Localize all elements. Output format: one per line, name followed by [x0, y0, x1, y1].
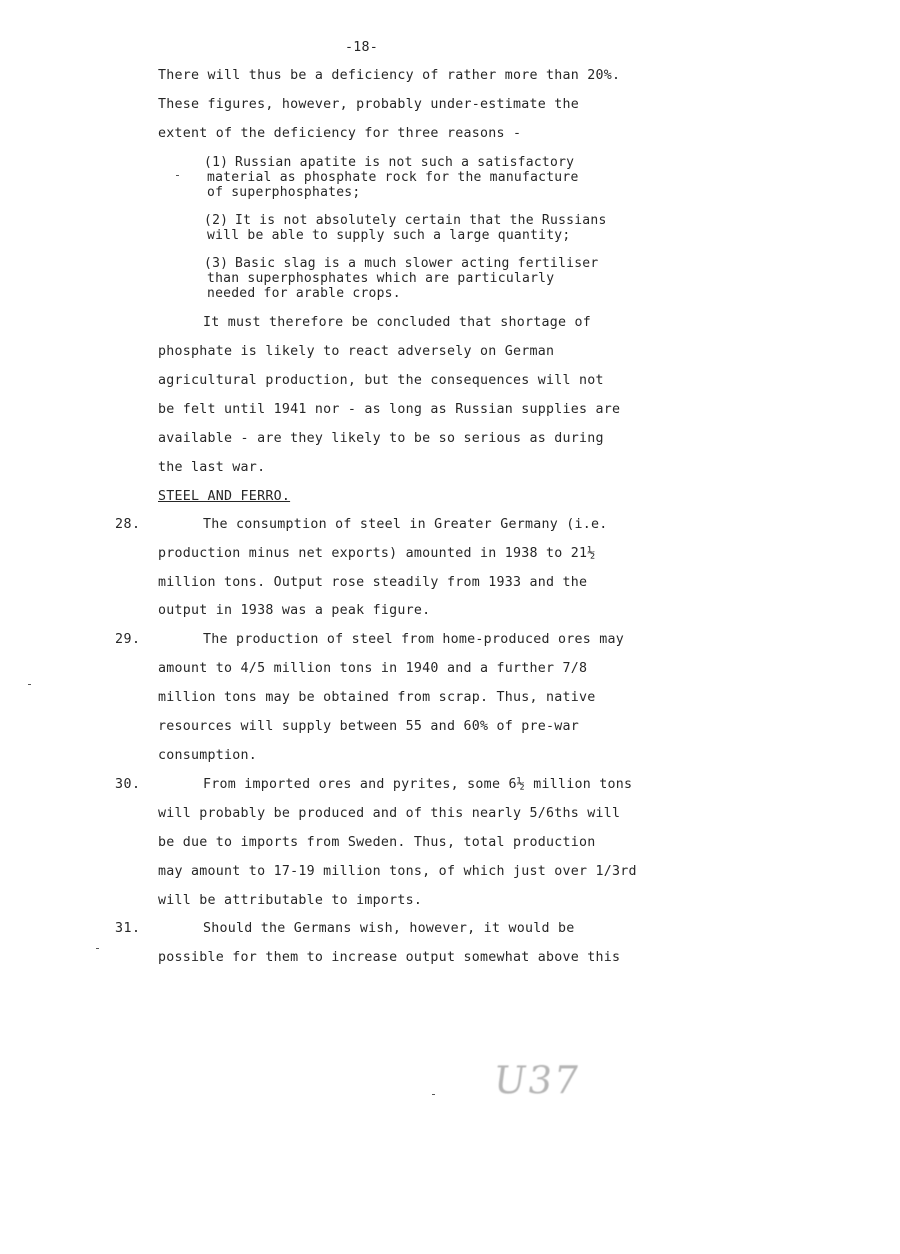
opening-line-1: There will thus be a deficiency of rather more than 20%. [158, 68, 621, 83]
reason-3-number: (3) [204, 256, 229, 271]
reason-2-number: (2) [204, 213, 229, 228]
paragraph-29-line-4: resources will supply between 55 and 60% of pre-war [158, 719, 580, 734]
paragraph-29-line-5: consumption. [158, 748, 258, 763]
reason-2-line-2: will be able to supply such a large quantity; [207, 228, 571, 243]
paragraph-29-line-2: amount to 4/5 million tons in 1940 and a further 7/8 [158, 661, 588, 676]
paragraph-31-line-1: Should the Germans wish, however, it would be [203, 921, 575, 936]
conclusion-line-6: the last war. [158, 460, 266, 475]
archive-stamp: U37 [490, 1058, 584, 1102]
reason-2-line-1: It is not absolutely certain that the Russians [235, 213, 607, 228]
opening-line-3: extent of the deficiency for three reasons - [158, 126, 522, 141]
paragraph-29-line-3: million tons may be obtained from scrap. Thus, native [158, 690, 596, 705]
scan-speck [176, 175, 179, 176]
paragraph-29-number: 29. [115, 632, 141, 647]
paragraph-31-line-2: possible for them to increase output somewhat above this [158, 950, 621, 965]
paragraph-31-number: 31. [115, 921, 141, 936]
paragraph-30-line-1: From imported ores and pyrites, some 6½ million tons [203, 777, 633, 792]
conclusion-line-5: available - are they likely to be so serious as during [158, 431, 604, 446]
paragraph-28-line-1: The consumption of steel in Greater Germany (i.e. [203, 517, 608, 532]
reason-3-line-1: Basic slag is a much slower acting fertiliser [235, 256, 599, 271]
scan-speck [432, 1094, 435, 1095]
conclusion-line-1: It must therefore be concluded that shortage of [203, 315, 592, 330]
reason-1-line-1: Russian apatite is not such a satisfactory [235, 155, 575, 170]
paragraph-28-line-3: million tons. Output rose steadily from 1933 and the [158, 575, 588, 590]
reason-1-number: (1) [204, 155, 229, 170]
paragraph-30-number: 30. [115, 777, 141, 792]
reason-1-line-3: of superphosphates; [207, 185, 361, 200]
paragraph-28-line-4: output in 1938 was a peak figure. [158, 603, 431, 618]
reason-1-line-2: material as phosphate rock for the manufacture [207, 170, 579, 185]
section-heading: STEEL AND FERRO. [158, 489, 291, 504]
paragraph-30-line-3: be due to imports from Sweden. Thus, total production [158, 835, 596, 850]
scan-speck [28, 684, 31, 685]
scan-speck [96, 948, 99, 949]
paragraph-28-number: 28. [115, 517, 141, 532]
reason-3-line-2: than superphosphates which are particularly [207, 271, 555, 286]
paragraph-30-line-4: may amount to 17-19 million tons, of which just over 1/3rd [158, 864, 637, 879]
paragraph-28-line-2: production minus net exports) amounted in 1938 to 21½ [158, 546, 596, 561]
reason-3-line-3: needed for arable crops. [207, 286, 401, 301]
paragraph-29-line-1: The production of steel from home-produced ores may [203, 632, 625, 647]
paragraph-30-line-5: will be attributable to imports. [158, 893, 423, 908]
conclusion-line-4: be felt until 1941 nor - as long as Russian supplies are [158, 402, 621, 417]
conclusion-line-3: agricultural production, but the consequences will not [158, 373, 604, 388]
page-number: -18- [345, 40, 379, 55]
paragraph-30-line-2: will probably be produced and of this nearly 5/6ths will [158, 806, 621, 821]
opening-line-2: These figures, however, probably under-estimate the [158, 97, 580, 112]
conclusion-line-2: phosphate is likely to react adversely on German [158, 344, 555, 359]
